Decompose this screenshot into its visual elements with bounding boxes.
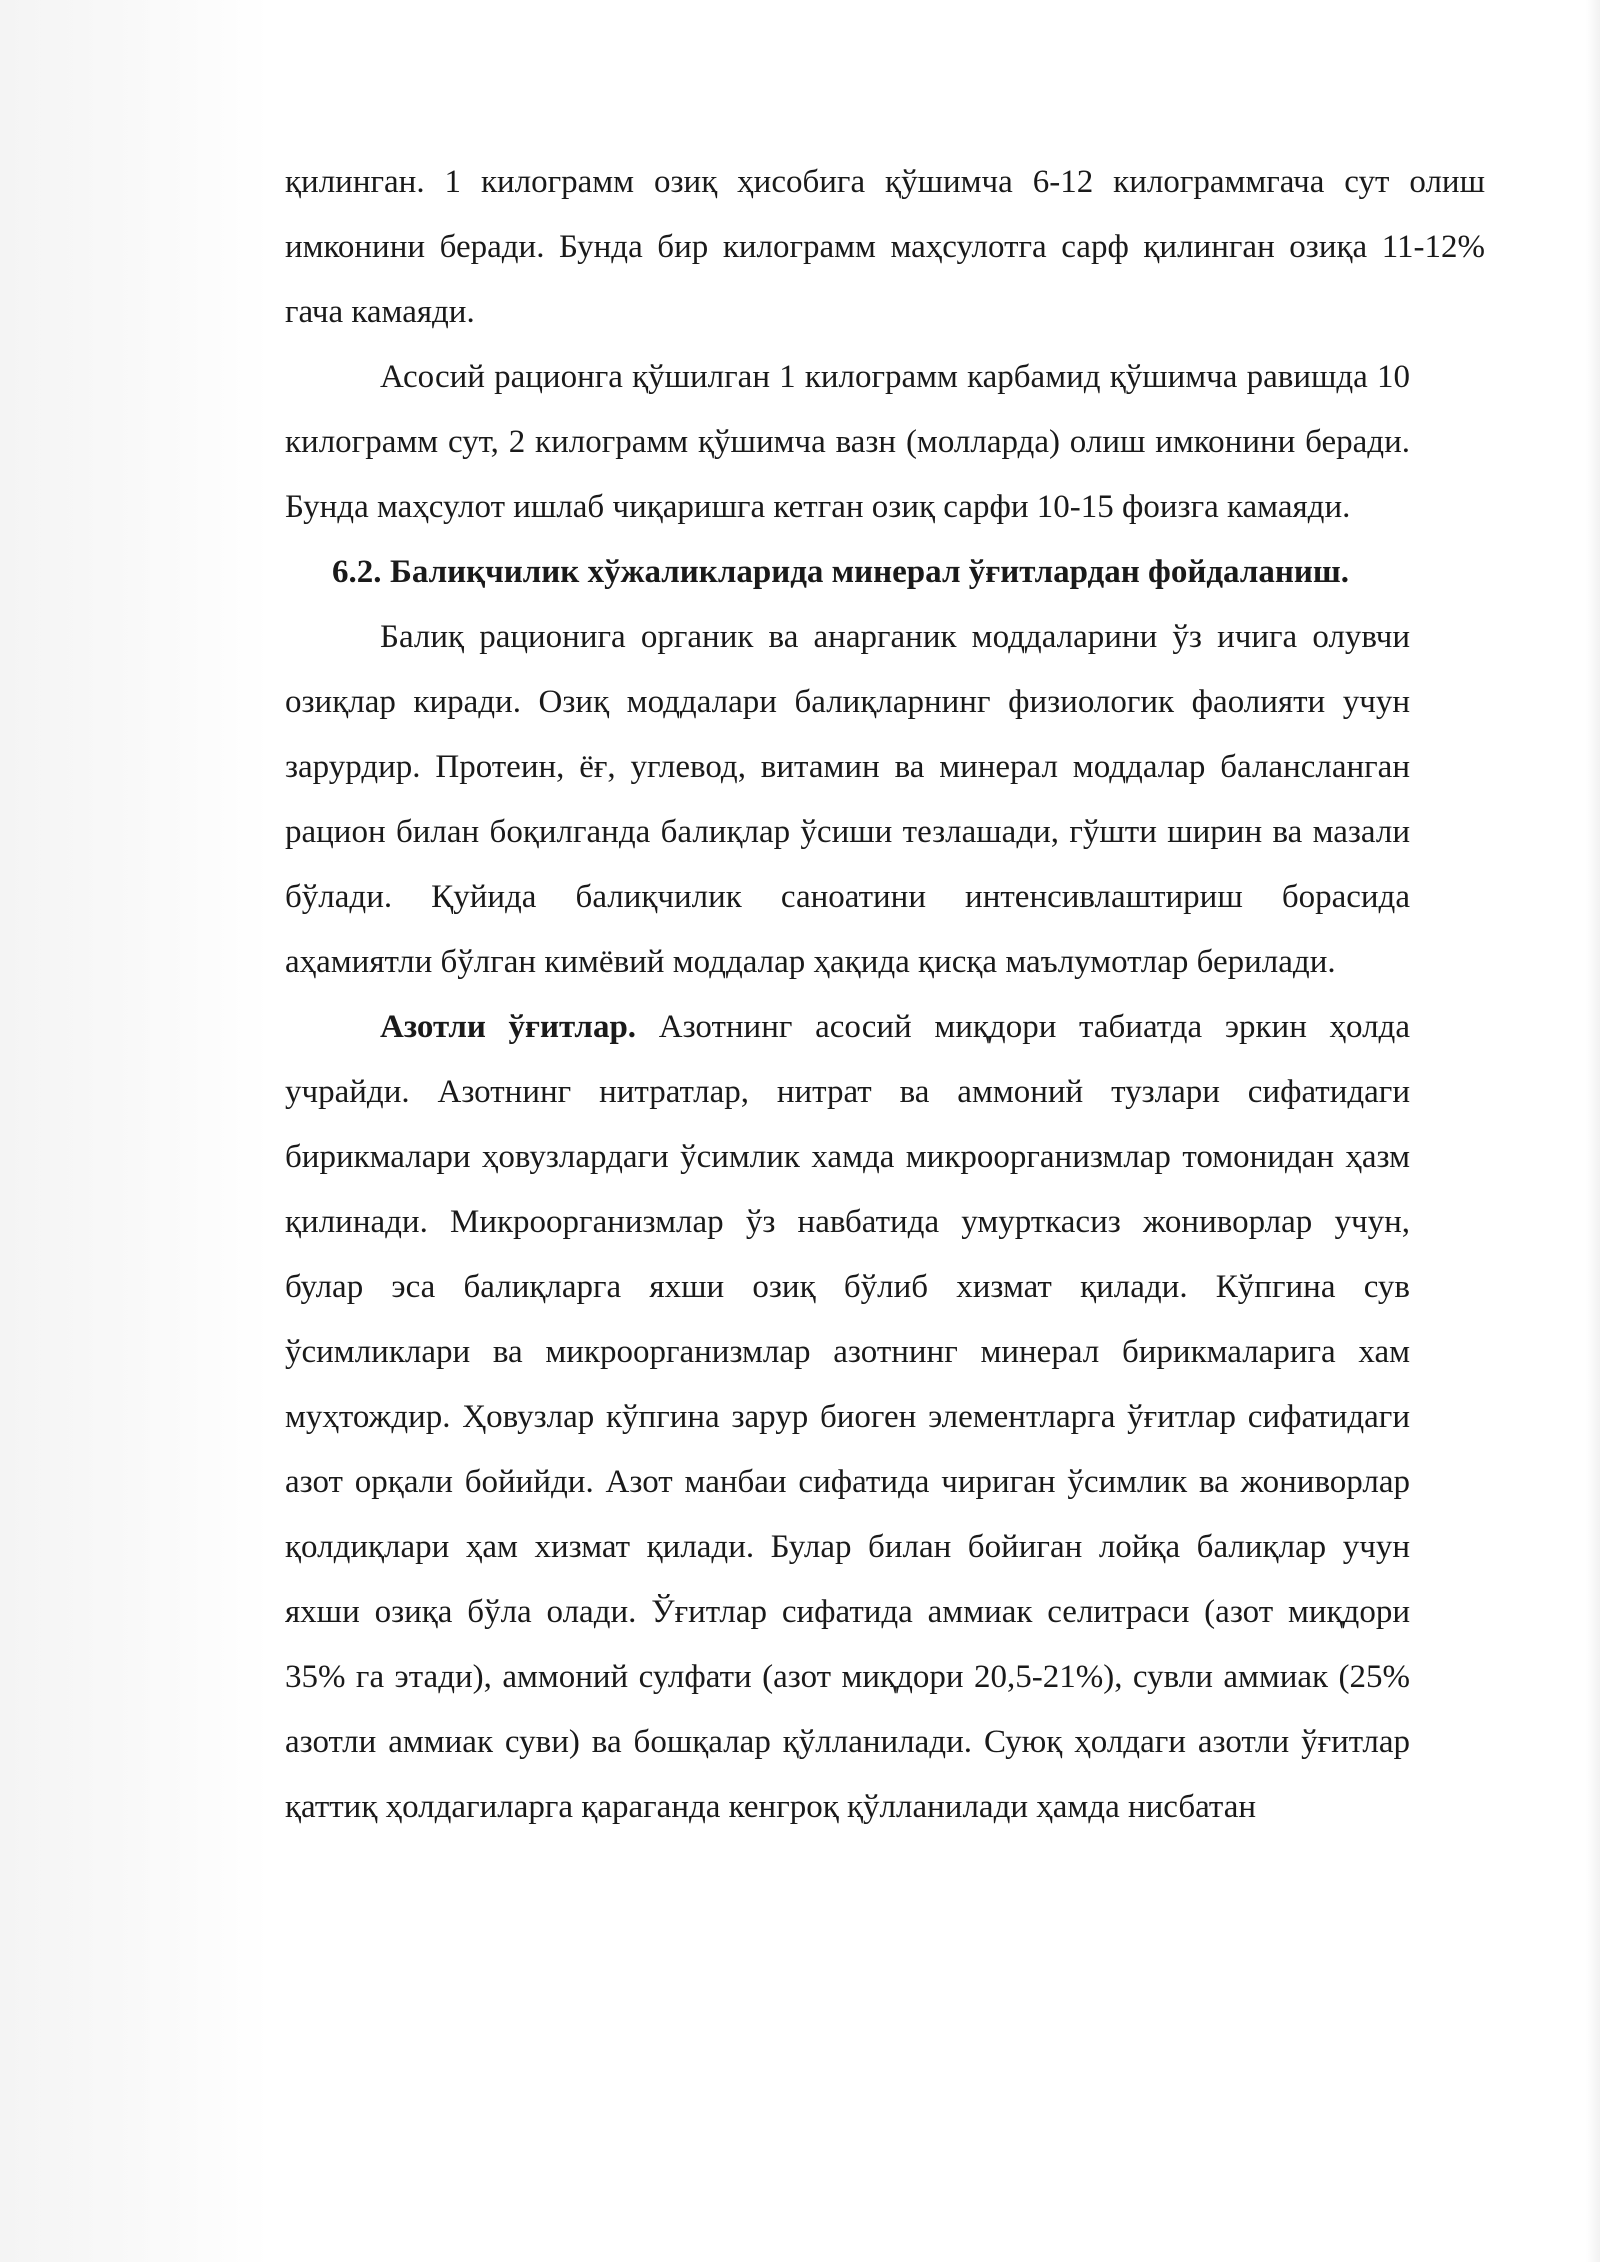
- text-block-top: [285, 150, 1485, 345]
- paragraph-nitrogen-fertilizers: [285, 995, 1410, 1840]
- paragraph-continuation: қилинган. 1 килограмм озиқ ҳисобига қўшимча 6-12 килограммгача сут олиш имконини беради. Бунда бир килограмм маҳсулотга сарф қилинган озиқа 11-12% гача камаяди.: [285, 164, 1485, 330]
- paragraph-fish-ration: Балиқ рационига органик ва анарганик моддаларини ўз ичига олувчи озиқлар киради. Озиқ моддалари балиқларнинг физиологик фаолияти учун зарурдир. Протеин, ёғ, углевод, витамин ва минерал моддалар балансланган рацион билан боқилганда балиқлар ўсиши тезлашади, гўшти ширин ва мазали бўлади. Қуйида балиқчилик саноатини интенсивлаштириш борасида аҳамиятли бўлган кимёвий моддалар ҳақида қисқа маълумотлар берилади.: [285, 619, 1410, 980]
- section-title: Балиқчилик хўжаликларида минерал ўғитлардан фойдаланиш.: [390, 554, 1349, 590]
- text-block-main: [285, 345, 1410, 1840]
- paragraph-carbamide: Асосий рационга қўшилган 1 килограмм карбамид қўшимча равишда 10 килограмм сут, 2 килограмм қўшимча вазн (молларда) олиш имконини беради. Бунда маҳсулот ишлаб чиқаришга кетган озиқ сарфи 10-15 фоизга камаяди.: [285, 359, 1410, 525]
- page-edge-shadow: [1586, 0, 1600, 2262]
- paragraph-lead-term: Азотли ўғитлар.: [380, 1009, 637, 1045]
- page-margin-shade: [0, 0, 270, 2262]
- section-heading: [285, 540, 1410, 605]
- paragraph-body: Азотнинг асосий миқдори табиатда эркин ҳолда учрайди. Азотнинг нитратлар, нитрат ва аммоний тузлари сифатидаги бирикмалари ҳовузлардаги ўсимлик хамда микроорганизмлар томонидан ҳазм қилинади. Микроорганизмлар ўз навбатида умурткасиз жониворлар учун, булар эса балиқларга яхши озиқ бўлиб хизмат қилади. Кўпгина сув ўсимликлари ва микроорганизмлар азотнинг минерал бирикмаларига хам муҳтождир. Ҳовузлар кўпгина зарур биоген элементларга ўғитлар сифатидаги азот орқали бойийди. Азот манбаи сифатида чириган ўсимлик ва жониворлар қолдиқлари ҳам хизмат қилади. Булар билан бойиган лойқа балиқлар учун яхши озиқа бўла олади. Ўғитлар сифатида аммиак селитраси (азот миқдори 35% га этади), аммоний сулфати (азот миқдори 20,5-21%), сувли аммиак (25% азотли аммиак суви) ва бошқалар қўлланилади. Суюқ ҳолдаги азотли ўғитлар қаттиқ ҳолдагиларга қараганда кенгроқ қўлланилади ҳамда нисбатан: [285, 1009, 1410, 1825]
- section-number: 6.2.: [332, 554, 382, 590]
